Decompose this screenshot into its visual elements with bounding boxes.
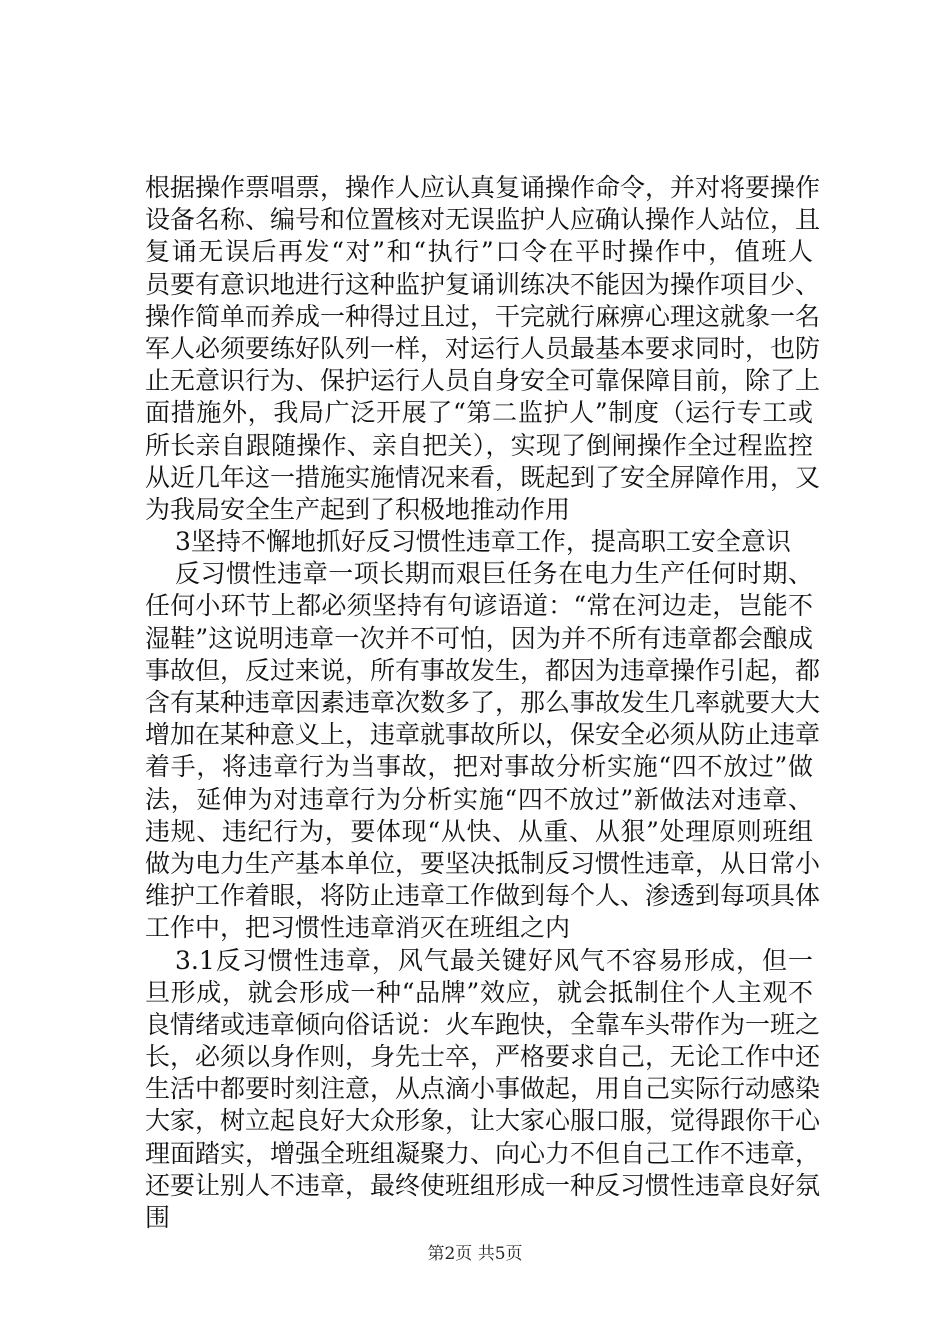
text-line: 从近几年这一措施实施情况来看，既起到了安全屏障作用，又 bbox=[145, 462, 821, 492]
text-line: 围 bbox=[145, 1203, 171, 1232]
section-heading-3 bbox=[145, 526, 813, 558]
paragraph-3-1-atmosphere bbox=[145, 945, 821, 1235]
text-line: 生活中都要时刻注意，从点滴小事做起，用自己实际行动感染 bbox=[145, 1074, 821, 1104]
text-line: 设备名称、编号和位置核对无误监护人应确认操作人站位，且 bbox=[145, 205, 821, 235]
text-line: 工作中，把习惯性违章消灭在班组之内 bbox=[145, 913, 571, 943]
text-line: 违规、违纪行为，要体现“从快、从重、从狠”处理原则班组 bbox=[145, 816, 813, 846]
text-line: 止无意识行为、保护运行人员自身安全可靠保障目前，除了上 bbox=[145, 366, 821, 396]
text-line: 3.1反习惯性违章，风气最关键好风气不容易形成，但一 bbox=[175, 945, 813, 975]
text-line: 旦形成，就会形成一种“品牌”效应，就会抵制住个人主观不 bbox=[145, 977, 813, 1007]
text-line: 大家，树立起良好大众形象，让大家心服口服，觉得跟你干心 bbox=[145, 1106, 821, 1136]
text-line: 根据操作票唱票，操作人应认真复诵操作命令，并对将要操作 bbox=[145, 173, 821, 202]
text-line: 员要有意识地进行这种监护复诵训练决不能因为操作项目少、 bbox=[145, 269, 821, 299]
paragraph-anti-violation bbox=[145, 558, 821, 944]
text-line: 含有某种违章因素违章次数多了，那么事故发生几率就要大大 bbox=[145, 688, 821, 717]
text-line: 事故但，反过来说，所有事故发生，都因为违章操作引起，都 bbox=[145, 655, 821, 685]
page-number-footer: 第2页 共5页 bbox=[427, 1244, 523, 1264]
text-line: 为我局安全生产起到了积极地推动作用 bbox=[145, 494, 571, 524]
text-line: 军人必须要练好队列一样，对运行人员最基本要求同时，也防 bbox=[145, 333, 821, 363]
text-line: 维护工作着眼，将防止违章工作做到每个人、渗透到每项具体 bbox=[145, 881, 821, 911]
paragraph-operation-monitoring bbox=[145, 172, 821, 526]
text-line: 良情绪或违章倾向俗话说：火车跑快，全靠车头带作为一班之 bbox=[145, 1009, 821, 1039]
text-line: 还要让别人不违章，最终使班组形成一种反习惯性违章良好氛 bbox=[145, 1170, 821, 1200]
text-line: 操作简单而养成一种得过且过，干完就行麻痹心理这就象一名 bbox=[145, 301, 821, 331]
text-line: 理面踏实，增强全班组凝聚力、向心力不但自己工作不违章， bbox=[145, 1138, 821, 1168]
text-line: 湿鞋”这说明违章一次并不可怕，因为并不所有违章都会酿成 bbox=[145, 623, 813, 653]
text-line: 任何小环节上都必须坚持有句谚语道：“常在河边走，岂能不 bbox=[145, 591, 813, 621]
text-line: 所长亲自跟随操作、亲自把关），实现了倒闸操作全过程监控 bbox=[145, 430, 813, 460]
text-line: 面措施外，我局广泛开展了“第二监护人”制度（运行专工或 bbox=[145, 398, 813, 428]
text-line: 法，延伸为对违章行为分析实施“四不放过”新做法对违章、 bbox=[145, 784, 813, 814]
text-line: 着手，将违章行为当事故，把对事故分析实施“四不放过”做 bbox=[145, 752, 813, 782]
section-heading-text: 3坚持不懈地抓好反习惯性违章工作，提高职工安全意识 bbox=[175, 527, 791, 557]
text-line: 增加在某种意义上，违章就事故所以，保安全必须从防止违章 bbox=[145, 720, 821, 750]
text-line: 反习惯性违章一项长期而艰巨任务在电力生产任何时期、 bbox=[175, 559, 813, 589]
document-body bbox=[145, 172, 821, 1234]
text-line: 做为电力生产基本单位，要坚决抵制反习惯性违章，从日常小 bbox=[145, 848, 821, 878]
text-line: 复诵无误后再发“对”和“执行”口令在平时操作中，值班人 bbox=[145, 237, 813, 267]
text-line: 长，必须以身作则，身先士卒，严格要求自己，无论工作中还 bbox=[145, 1042, 821, 1072]
